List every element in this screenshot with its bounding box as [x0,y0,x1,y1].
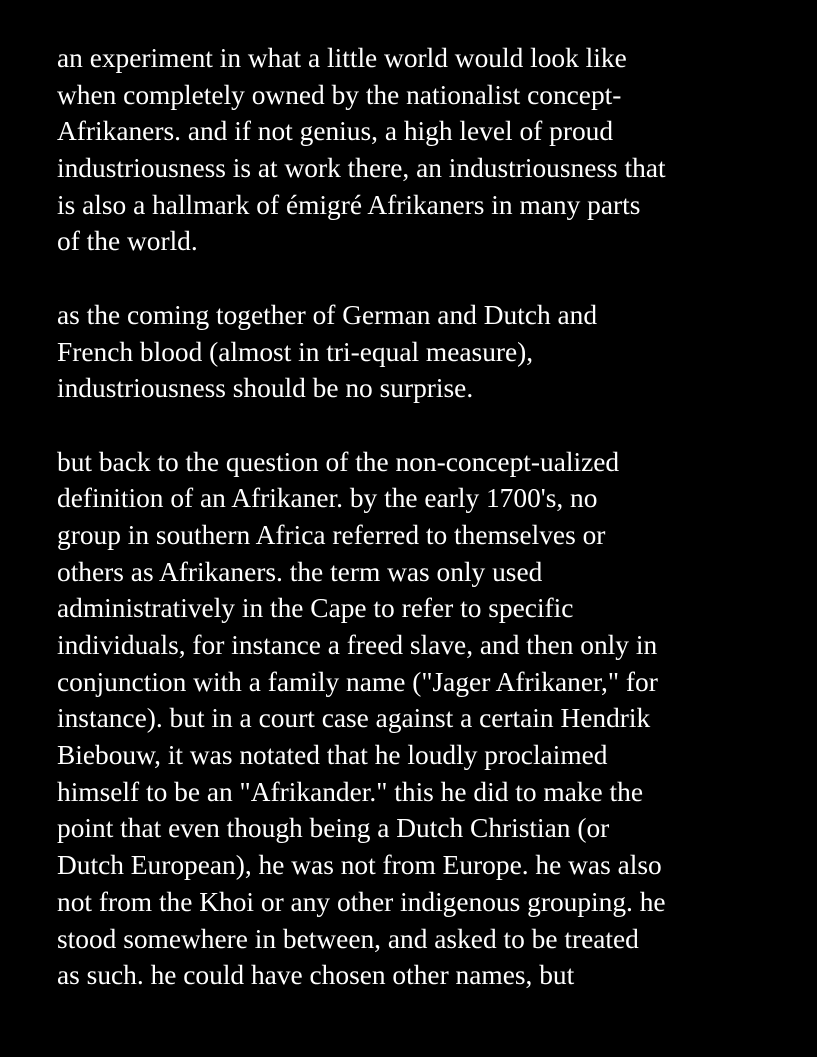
text-line: instance). but in a court case against a certain Hendrik [57,703,651,734]
text-line: conjunction with a family name ("Jager Afrikaner," for [57,666,658,697]
text-line: as such. he could have chosen other names, but [57,960,575,991]
text-line: others as Afrikaners. the term was only used [57,556,543,587]
text-line: group in southern Africa referred to themselves or [57,519,606,550]
paragraph-gap [57,260,787,297]
text-line: an experiment in what a little world would look like [57,43,627,73]
text-line: industriousness is at work there, an industriousness that [57,153,666,184]
text-line: of the world. [57,226,198,257]
text-line: definition of an Afrikaner. by the early 1700's, no [57,483,598,514]
text-line: is also a hallmark of émigré Afrikaners in many parts [57,189,641,220]
text-line: Biebouw, it was notated that he loudly proclaimed [57,740,608,771]
paragraph-3 [57,444,787,994]
text-line: Afrikaners. and if not genius, a high level of proud [57,116,614,147]
paragraph-1 [57,40,787,260]
text-line: Dutch European), he was not from Europe. he was also [57,850,662,881]
paragraph-2 [57,297,787,407]
text-line: point that even though being a Dutch Christian (or [57,813,610,844]
text-line: not from the Khoi or any other indigenous grouping. he [57,886,666,917]
text-line: as the coming together of German and Dutch and [57,299,598,330]
document-page [57,40,787,994]
text-line: French blood (almost in tri-equal measure), [57,336,534,367]
text-line: individuals, for instance a freed slave, and then only in [57,630,658,660]
paragraph-gap [57,407,787,444]
text-line: himself to be an "Afrikander." this he did to make the [57,776,644,807]
text-line: stood somewhere in between, and asked to be treated [57,923,639,954]
text-line: but back to the question of the non-concept-ualized [57,446,620,477]
text-line: industriousness should be no surprise. [57,373,474,404]
text-line: administratively in the Cape to refer to specific [57,593,574,624]
text-line: when completely owned by the nationalist concept- [57,79,622,110]
